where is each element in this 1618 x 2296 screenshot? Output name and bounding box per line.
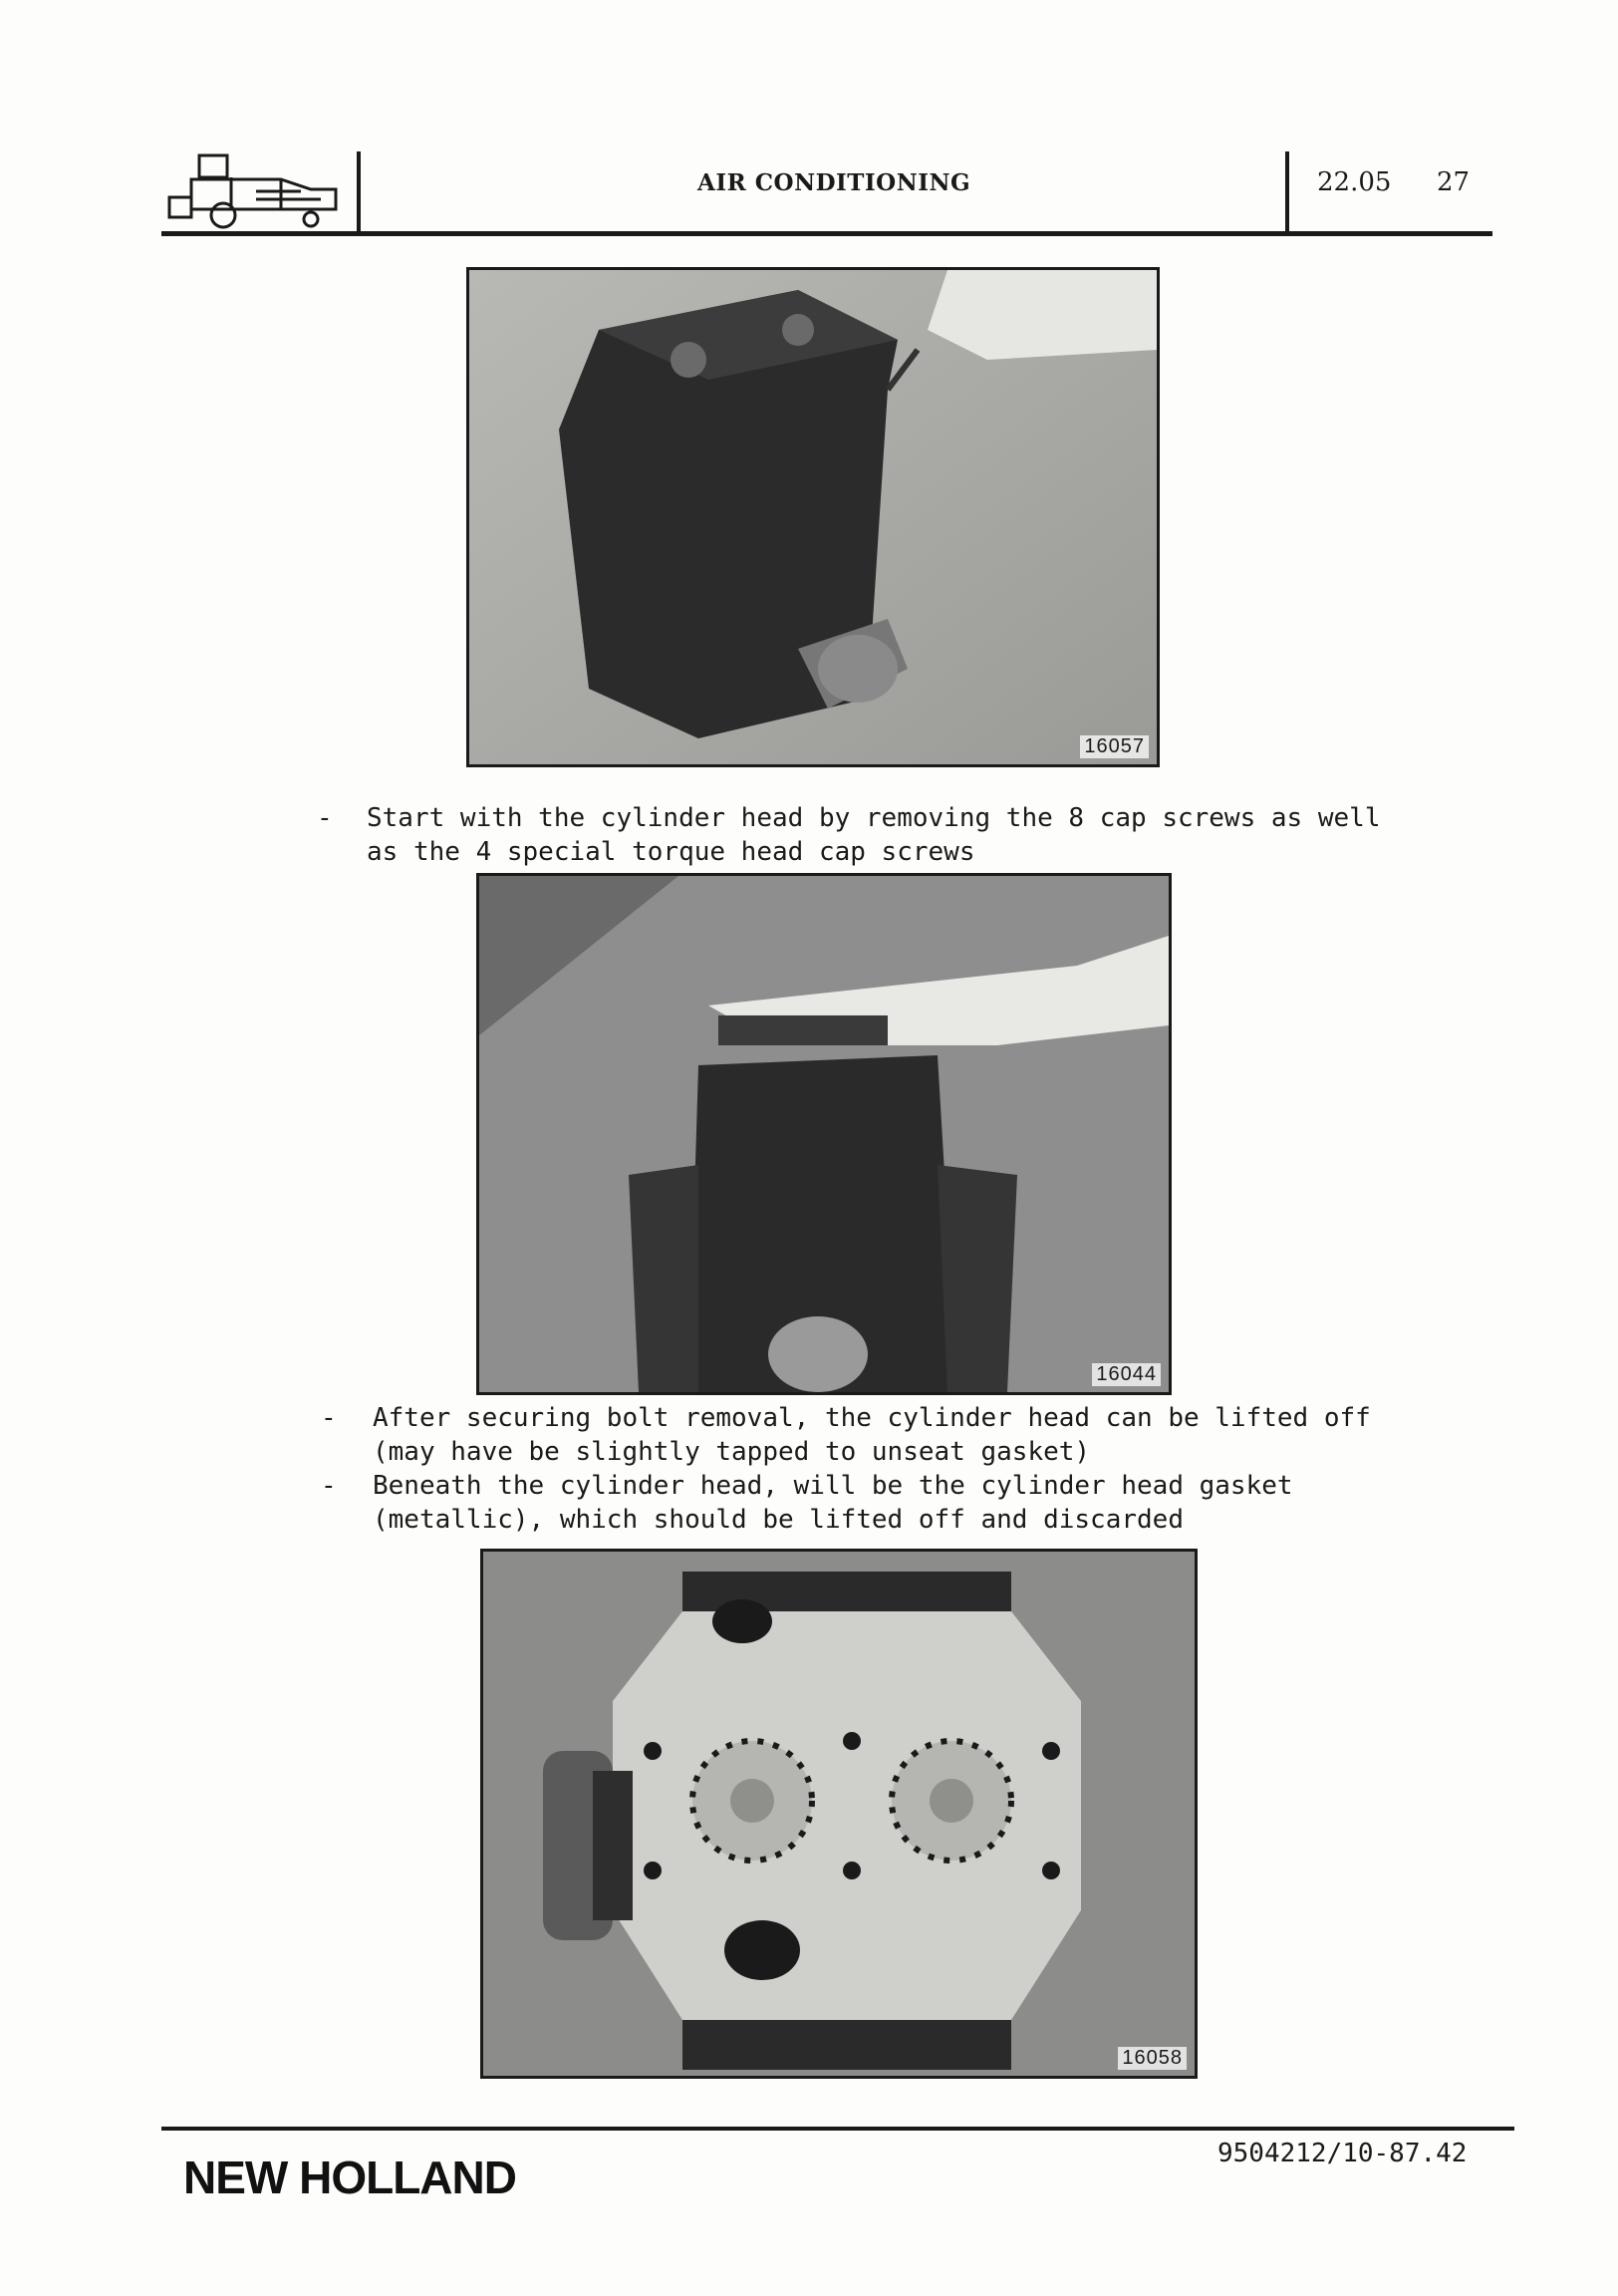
step-1 bbox=[317, 801, 1380, 869]
step-text-line: Start with the cylinder head by removing the 8 cap screws as well bbox=[367, 803, 1381, 833]
figure-number: 16058 bbox=[1118, 2047, 1187, 2070]
bullet-dash: - bbox=[317, 803, 333, 833]
photo-valve-plate-exposed bbox=[480, 1549, 1198, 2079]
step-text-line: After securing bolt removal, the cylinder head can be lifted off bbox=[373, 1403, 1371, 1433]
step-text-line: (may have be slightly tapped to unseat gasket) bbox=[373, 1437, 1091, 1467]
page-number: 27 bbox=[1437, 167, 1471, 197]
bullet-dash: - bbox=[321, 1403, 337, 1433]
step-text-line: as the 4 special torque head cap screws bbox=[367, 837, 975, 867]
figure-number: 16057 bbox=[1080, 735, 1149, 758]
step-text-line: Beneath the cylinder head, will be the cylinder head gasket bbox=[373, 1471, 1293, 1501]
photo-compressor-removing-screws bbox=[466, 267, 1160, 767]
header-rule bbox=[161, 231, 1492, 236]
header-divider-right bbox=[1285, 151, 1289, 235]
section-number: 22.05 bbox=[1317, 167, 1392, 197]
footer-rule bbox=[161, 2127, 1514, 2131]
step-3 bbox=[321, 1469, 1293, 1537]
step-2 bbox=[321, 1401, 1371, 1469]
step-text-line: (metallic), which should be lifted off and discarded bbox=[373, 1505, 1184, 1535]
document-number: 9504212/10-87.42 bbox=[1217, 2139, 1468, 2168]
figure-number: 16044 bbox=[1092, 1363, 1161, 1386]
brand-logo: NEW HOLLAND bbox=[183, 2152, 516, 2203]
header-divider-left bbox=[357, 151, 361, 235]
combine-harvester-icon bbox=[161, 149, 351, 233]
header-title: AIR CONDITIONING bbox=[697, 169, 971, 196]
bullet-dash: - bbox=[321, 1471, 337, 1501]
photo-lifting-cylinder-head bbox=[476, 873, 1172, 1395]
